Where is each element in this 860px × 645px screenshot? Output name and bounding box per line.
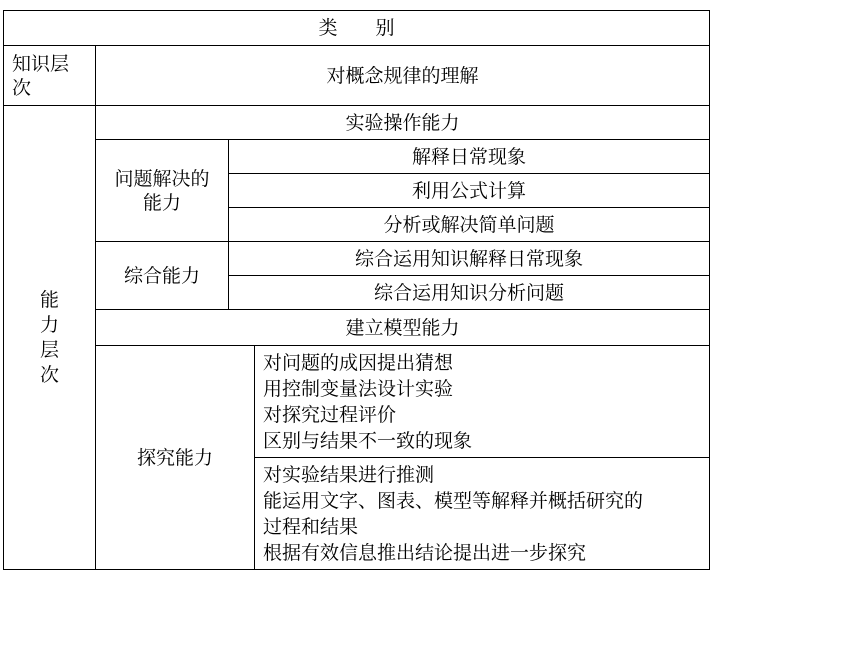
inquiry-item: 用控制变量法设计实验 xyxy=(263,377,454,400)
knowledge-value: 对概念规律的理解 xyxy=(96,46,710,106)
inquiry-group-2 xyxy=(255,458,710,570)
knowledge-level-label xyxy=(4,46,96,106)
header-category: 类 别 xyxy=(4,11,710,46)
comprehensive-item: 综合运用知识分析问题 xyxy=(229,276,710,310)
problem-solving-item: 利用公式计算 xyxy=(229,174,710,208)
table-header-row xyxy=(4,11,710,46)
ability-label-char: 层 xyxy=(39,338,59,361)
experiment-ability: 实验操作能力 xyxy=(96,106,710,140)
problem-solving-row xyxy=(4,140,710,174)
inquiry-item: 对探究过程评价 xyxy=(263,403,397,426)
comprehensive-label: 综合能力 xyxy=(96,242,229,310)
ability-label-char: 能 xyxy=(39,288,59,311)
inquiry-item: 能运用文字、图表、模型等解释并概括研究的 xyxy=(263,489,644,512)
modeling-ability: 建立模型能力 xyxy=(96,310,710,346)
inquiry-item: 区别与结果不一致的现象 xyxy=(263,429,473,452)
category-table xyxy=(3,10,710,570)
inquiry-item: 过程和结果 xyxy=(263,515,359,538)
comprehensive-item: 综合运用知识解释日常现象 xyxy=(229,242,710,276)
knowledge-label-line1: 知识层 xyxy=(12,52,70,75)
ability-label-char: 次 xyxy=(39,363,59,386)
inquiry-group-1 xyxy=(255,346,710,458)
problem-solving-label xyxy=(96,140,229,242)
problem-solving-item: 解释日常现象 xyxy=(229,140,710,174)
inquiry-item: 对问题的成因提出猜想 xyxy=(263,351,454,374)
problem-solving-label-line1: 问题解决的 xyxy=(114,167,210,190)
modeling-row xyxy=(4,310,710,346)
inquiry-item: 根据有效信息推出结论提出进一步探究 xyxy=(263,541,587,564)
comprehensive-row xyxy=(4,242,710,276)
ability-label-char: 力 xyxy=(39,313,59,336)
knowledge-label-line2: 次 xyxy=(12,76,32,99)
problem-solving-label-line2: 能力 xyxy=(142,191,181,214)
knowledge-row xyxy=(4,46,710,106)
experiment-row xyxy=(4,106,710,140)
inquiry-label: 探究能力 xyxy=(96,346,255,570)
inquiry-item: 对实验结果进行推测 xyxy=(263,463,435,486)
ability-level-label xyxy=(4,106,96,570)
problem-solving-item: 分析或解决简单问题 xyxy=(229,208,710,242)
inquiry-row xyxy=(4,346,710,458)
